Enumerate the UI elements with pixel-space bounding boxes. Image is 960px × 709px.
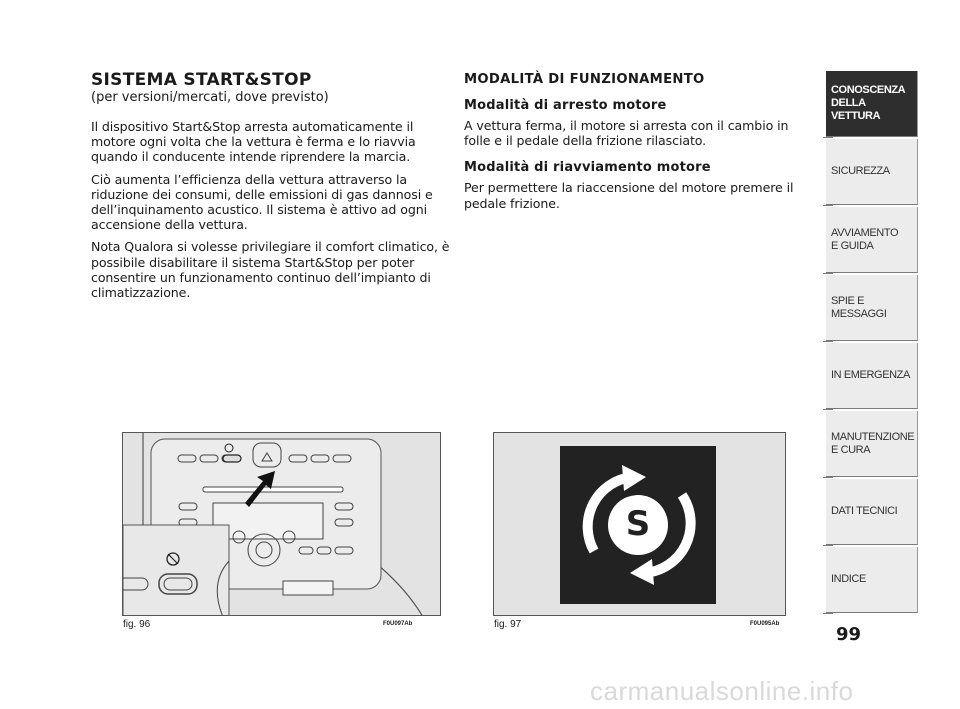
- figure-97-code: F0U095Ab: [750, 621, 780, 627]
- tab-in-emergenza[interactable]: [826, 343, 918, 409]
- tab-dati-tecnici[interactable]: [826, 479, 918, 545]
- figure-97-caption: fig. 97: [494, 619, 522, 630]
- tab-label: MANUTENZIONE E CURA: [831, 430, 915, 456]
- page-number: 99: [836, 624, 862, 645]
- figure-96: [122, 432, 441, 616]
- stop-mode-text: A vettura ferma, il motore si arresta con il cambio in folle e il pedale della frizione rilasciato.: [464, 118, 789, 149]
- section-subtitle: (per versioni/mercati, dove previsto): [91, 90, 329, 105]
- watermark: carmanualsonline.info: [590, 676, 854, 706]
- restart-mode-text: Per permettere la riaccensione del motore premere il pedale frizione.: [464, 180, 794, 211]
- tab-label: DATI TECNICI: [831, 505, 898, 517]
- figure-96-code: F0U097Ab: [383, 621, 413, 627]
- paragraph-3: Nota Qualora si volesse privilegiare il comfort climatico, è possibile disabilitare il sistema Start&Stop per poter consentire un funzionamento continuo dell’impianto di climatizzazione.: [91, 239, 450, 301]
- tab-spie-messaggi[interactable]: [826, 275, 918, 341]
- tab-avviamento-guida[interactable]: [826, 207, 918, 273]
- start-stop-s-letter: S: [625, 504, 651, 544]
- stop-mode-title: Modalità di arresto motore: [464, 98, 667, 113]
- radio-panel-illustration: [123, 433, 441, 616]
- left-column: [91, 70, 451, 307]
- tab-label: SICUREZZA: [831, 165, 890, 177]
- figure-96-caption: fig. 96: [123, 619, 151, 630]
- tab-label: INDICE: [831, 573, 866, 585]
- tab-label: SPIE E MESSAGGI: [831, 294, 887, 320]
- tab-label: AVVIAMENTO E GUIDA: [831, 226, 899, 252]
- right-column: [464, 70, 809, 218]
- chapter-sidebar: [826, 71, 918, 615]
- paragraph-1: Il dispositivo Start&Stop arresta automaticamente il motore ogni volta che la vettura è ferma e lo riavvia quando il conducente intende riprendere la marcia.: [91, 119, 416, 165]
- operating-modes-heading: MODALITÀ DI FUNZIONAMENTO: [464, 72, 705, 87]
- tab-manutenzione-cura[interactable]: [826, 411, 918, 477]
- tab-label: IN EMERGENZA: [831, 369, 910, 381]
- figure-97: [493, 432, 786, 616]
- restart-mode-title: Modalità di riavviamento motore: [464, 160, 711, 176]
- tab-label: CONOSCENZA DELLA VETTURA: [831, 84, 906, 122]
- section-title: SISTEMA START&STOP: [91, 70, 312, 90]
- tab-conoscenza-vettura[interactable]: [826, 71, 918, 137]
- tab-sicurezza[interactable]: [826, 139, 918, 205]
- tab-indice[interactable]: [826, 547, 918, 613]
- paragraph-2: Ciò aumenta l’efficienza della vettura attraverso la riduzione dei consumi, delle emissioni di gas dannosi e dell’inquinamento acustico. Il sistema è attivo ad ogni accensione della vettura.: [91, 171, 433, 233]
